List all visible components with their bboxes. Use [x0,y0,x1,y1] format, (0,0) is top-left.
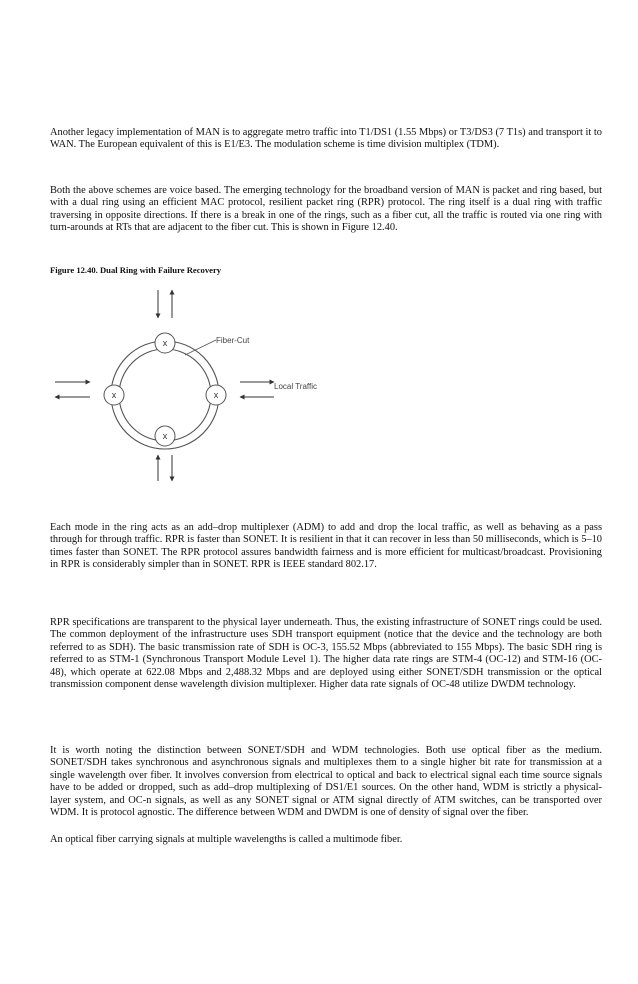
ring-node-left [104,385,124,405]
fiber-cut-label: Fiber-Cut [216,336,250,345]
local-traffic-label: Local Traffic [274,382,317,391]
paragraph-multimode-fiber: An optical fiber carrying signals at multiple wavelengths is called a multimode fiber. [50,834,403,845]
svg-text:x: x [162,431,168,441]
paragraph-rpr-intro: Both the above schemes are voice based. The emerging technology for the broadband version of MAN is packet and ring based, but with a dual ring using an efficient MAC protocol, resilient packet ring (RPR) protocol. The ring itself is a dual ring with traffic traversing in opposite directions. If there is a break in one of the rings, such as a fiber cut, all the traffic is routed via one ring with turn-arounds at RTs that are adjacent to the fiber cut. This is shown in Figure 12.40. [50,185,602,234]
figure-caption: Figure 12.40. Dual Ring with Failure Recovery [50,265,222,275]
paragraph-rpr-specifications: RPR specifications are transparent to the physical layer underneath. Thus, the existing infrastructure of SONET rings could be used. The common deployment of the infrastructure uses SDH transport equipment (notice that the device and the technology are both referred to as SDH). The basic transmission rate of SDH is OC-3, 155.52 Mbps (abbreviated to 155 Mbps). The basic SDH ring is referred to as STM-1 (Synchronous Transport Module Level 1). The higher data rate rings are STM-4 (OC-12) and STM-16 (OC-48), which operate at 622.08 Mbps and 2,488.32 Mbps and are deployed using either SONET/SDH transmission or the optical transmission component dense wavelength division multiplexer. Higher data rate signals of OC-48 utilize DWDM technology. [50,617,602,691]
svg-text:x: x [213,390,219,400]
paragraph-adm-description: Each mode in the ring acts as an add–drop multiplexer (ADM) to add and drop the local traffic, as well as behaving as a pass through for through traffic. RPR is faster than SONET. It is resilient in that it can recover in less than 50 milliseconds, which is 5–10 times faster than SONET. The RPR protocol assures bandwidth fairness and is more efficient for multicast/broadcast. Provisioning in RPR is considerably simpler than in SONET. RPR is IEEE standard 802.17. [50,522,602,571]
paragraph-legacy-man: Another legacy implementation of MAN is to aggregate metro traffic into T1/DS1 (1.55 Mbps) or T3/DS3 (7 T1s) and transport it to WAN. The European equivalent of this is E1/E3. The modulation scheme is time division multiplex (TDM). [50,127,602,151]
ring-node-right [206,385,226,405]
paragraph-sonet-vs-wdm: It is worth noting the distinction between SONET/SDH and WDM technologies. Both use optical fiber as the medium. SONET/SDH takes synchronous and asynchronous signals and multiplexes them to a single higher bit rate for transmission at a single wavelength over fiber. It involves conversion from electrical to optical and back to electrical signal each time source signals have to be added or dropped, such as add–drop multiplexing of DS1/E1 sources. On the other hand, WDM is strictly a physical-layer system, and OC-n signals, as well as any SONET signal or ATM signal directly of ATM switches, can be transported over WDM. It is protocol agnostic. The difference between WDM and DWDM is one of density of signal over the fiber. [50,745,602,819]
ring-node-bottom [155,426,175,446]
ring-node-top [155,333,175,353]
dual-ring-diagram [50,285,380,505]
svg-text:x: x [111,390,117,400]
svg-text:x: x [162,338,168,348]
